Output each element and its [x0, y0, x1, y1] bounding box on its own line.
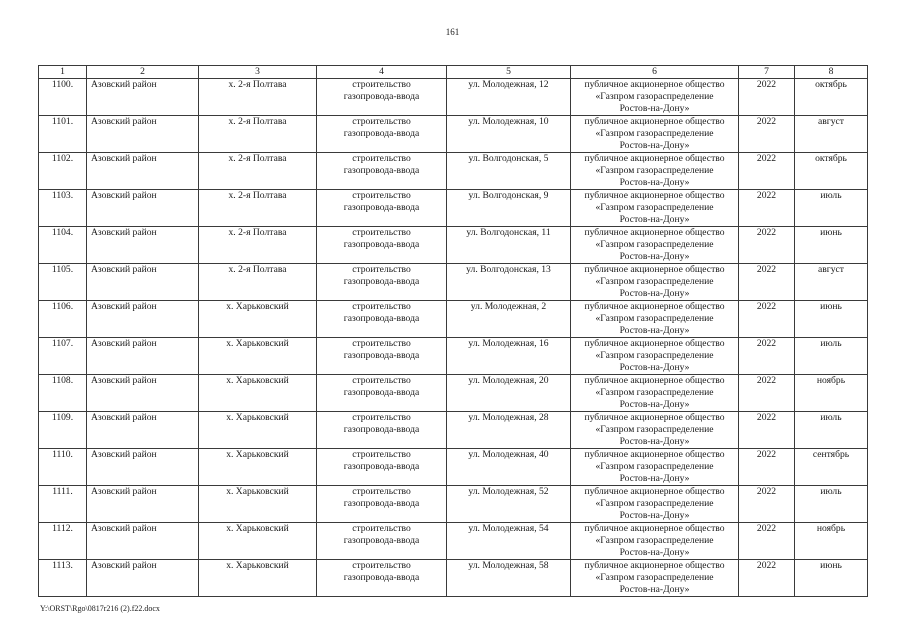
year-text: 2022 [756, 412, 777, 423]
year-cell [739, 227, 795, 264]
work-type-line: газопровода-ввода [343, 128, 420, 139]
district-cell [87, 79, 199, 116]
locality-text: х. 2-я Полтава [228, 116, 287, 127]
work-type-cell [317, 375, 447, 412]
month-text: август [818, 116, 844, 127]
organization-line: Ростов-на-Дону» [619, 436, 690, 447]
organization-line: «Газпром газораспределение [595, 276, 714, 287]
table-row [39, 190, 868, 227]
month-text: сентябрь [812, 449, 850, 460]
district-cell [87, 560, 199, 597]
row-number [39, 412, 87, 449]
organization-line: «Газпром газораспределение [595, 91, 714, 102]
organization-line: «Газпром газораспределение [595, 535, 714, 546]
row-number [39, 375, 87, 412]
month-text: июль [820, 412, 842, 423]
organization-line: Ростов-на-Дону» [619, 288, 690, 299]
locality-text: х. Харьковский [226, 449, 289, 460]
district-text: Азовский район [91, 301, 157, 312]
month-text: октябрь [815, 79, 847, 90]
locality-cell [199, 375, 317, 412]
work-type-line: строительство [352, 338, 411, 349]
locality-text: х. Харьковский [226, 486, 289, 497]
year-text: 2022 [756, 227, 777, 238]
organization-line: Ростов-на-Дону» [619, 510, 690, 521]
district-cell [87, 486, 199, 523]
row-number-text: 1107. [51, 338, 74, 349]
locality-text: х. Харьковский [226, 301, 289, 312]
address-text: ул. Молодежная, 54 [468, 523, 549, 534]
year-cell [739, 116, 795, 153]
organization-line: Ростов-на-Дону» [619, 251, 690, 262]
month-cell [795, 116, 868, 153]
month-text: июнь [820, 560, 842, 571]
table-row [39, 227, 868, 264]
column-header: 7 [739, 66, 795, 79]
file-path-footer: Y:\ORST\Rgo\0817r216 (2).f22.docx [40, 604, 160, 613]
organization-line: «Газпром газораспределение [595, 572, 714, 583]
work-type-line: строительство [352, 227, 411, 238]
organization-cell [571, 79, 739, 116]
month-cell [795, 523, 868, 560]
row-number [39, 560, 87, 597]
district-cell [87, 375, 199, 412]
column-header: 8 [795, 66, 868, 79]
organization-cell [571, 412, 739, 449]
month-cell [795, 190, 868, 227]
district-text: Азовский район [91, 116, 157, 127]
locality-cell [199, 412, 317, 449]
work-type-cell [317, 190, 447, 227]
month-text: июль [820, 338, 842, 349]
year-text: 2022 [756, 523, 777, 534]
organization-cell [571, 486, 739, 523]
year-text: 2022 [756, 375, 777, 386]
work-type-line: строительство [352, 412, 411, 423]
organization-line: публичное акционерное общество [584, 449, 725, 460]
month-cell [795, 486, 868, 523]
address-cell [447, 116, 571, 153]
district-text: Азовский район [91, 227, 157, 238]
district-text: Азовский район [91, 449, 157, 460]
row-number [39, 523, 87, 560]
locality-text: х. Харьковский [226, 338, 289, 349]
row-number [39, 79, 87, 116]
year-cell [739, 560, 795, 597]
district-cell [87, 338, 199, 375]
address-cell [447, 338, 571, 375]
organization-line: публичное акционерное общество [584, 412, 725, 423]
work-type-cell [317, 486, 447, 523]
organization-line: Ростов-на-Дону» [619, 177, 690, 188]
organization-line: «Газпром газораспределение [595, 313, 714, 324]
organization-line: «Газпром газораспределение [595, 202, 714, 213]
locality-cell [199, 190, 317, 227]
organization-line: «Газпром газораспределение [595, 387, 714, 398]
month-cell [795, 264, 868, 301]
locality-text: х. Харьковский [226, 375, 289, 386]
organization-line: «Газпром газораспределение [595, 165, 714, 176]
work-type-line: строительство [352, 449, 411, 460]
organization-line: Ростов-на-Дону» [619, 325, 690, 336]
year-cell [739, 79, 795, 116]
month-cell [795, 153, 868, 190]
table-row [39, 79, 868, 116]
locality-text: х. 2-я Полтава [228, 227, 287, 238]
row-number [39, 449, 87, 486]
month-text: июль [820, 190, 842, 201]
row-number-text: 1109. [51, 412, 74, 423]
district-text: Азовский район [91, 412, 157, 423]
work-type-line: строительство [352, 375, 411, 386]
row-number [39, 190, 87, 227]
table-row [39, 264, 868, 301]
address-cell [447, 449, 571, 486]
month-cell [795, 79, 868, 116]
work-type-line: газопровода-ввода [343, 387, 420, 398]
locality-cell [199, 116, 317, 153]
address-text: ул. Волгодонская, 5 [468, 153, 549, 164]
district-text: Азовский район [91, 153, 157, 164]
row-number-text: 1102. [51, 153, 74, 164]
year-text: 2022 [756, 116, 777, 127]
address-cell [447, 264, 571, 301]
district-text: Азовский район [91, 338, 157, 349]
address-cell [447, 190, 571, 227]
year-text: 2022 [756, 153, 777, 164]
address-text: ул. Молодежная, 20 [468, 375, 549, 386]
year-text: 2022 [756, 190, 777, 201]
row-number-text: 1100. [51, 79, 74, 90]
district-text: Азовский район [91, 79, 157, 90]
table-row [39, 338, 868, 375]
table-row [39, 375, 868, 412]
month-text: ноябрь [816, 523, 846, 534]
locality-cell [199, 301, 317, 338]
month-text: октябрь [815, 153, 847, 164]
work-type-cell [317, 227, 447, 264]
address-text: ул. Молодежная, 58 [468, 560, 549, 571]
page-number: 161 [445, 27, 460, 37]
address-text: ул. Молодежная, 2 [470, 301, 547, 312]
district-cell [87, 227, 199, 264]
column-header: 3 [199, 66, 317, 79]
district-text: Азовский район [91, 264, 157, 275]
work-type-line: газопровода-ввода [343, 535, 420, 546]
organization-line: «Газпром газораспределение [595, 239, 714, 250]
organization-line: Ростов-на-Дону» [619, 140, 690, 151]
year-text: 2022 [756, 264, 777, 275]
organization-cell [571, 153, 739, 190]
row-number [39, 301, 87, 338]
organization-line: публичное акционерное общество [584, 190, 725, 201]
header-row [39, 66, 868, 79]
organization-line: публичное акционерное общество [584, 116, 725, 127]
locality-text: х. Харьковский [226, 523, 289, 534]
work-type-line: газопровода-ввода [343, 276, 420, 287]
organization-line: публичное акционерное общество [584, 301, 725, 312]
organization-line: «Газпром газораспределение [595, 350, 714, 361]
year-cell [739, 264, 795, 301]
year-cell [739, 338, 795, 375]
work-type-cell [317, 79, 447, 116]
address-text: ул. Волгодонская, 11 [466, 227, 551, 238]
organization-line: Ростов-на-Дону» [619, 547, 690, 558]
work-type-line: строительство [352, 190, 411, 201]
organization-cell [571, 227, 739, 264]
organization-line: «Газпром газораспределение [595, 128, 714, 139]
district-cell [87, 116, 199, 153]
year-text: 2022 [756, 486, 777, 497]
year-text: 2022 [756, 449, 777, 460]
month-cell [795, 227, 868, 264]
organization-cell [571, 301, 739, 338]
work-type-line: строительство [352, 301, 411, 312]
work-type-line: строительство [352, 523, 411, 534]
address-text: ул. Молодежная, 28 [468, 412, 549, 423]
organization-line: публичное акционерное общество [584, 264, 725, 275]
locality-text: х. 2-я Полтава [228, 153, 287, 164]
organization-line: Ростов-на-Дону» [619, 103, 690, 114]
year-text: 2022 [756, 560, 777, 571]
address-text: ул. Молодежная, 12 [468, 79, 549, 90]
address-cell [447, 486, 571, 523]
work-type-cell [317, 338, 447, 375]
district-text: Азовский район [91, 560, 157, 571]
column-header: 5 [447, 66, 571, 79]
work-type-cell [317, 412, 447, 449]
organization-line: «Газпром газораспределение [595, 498, 714, 509]
organization-line: Ростов-на-Дону» [619, 473, 690, 484]
year-cell [739, 523, 795, 560]
district-text: Азовский район [91, 190, 157, 201]
organization-line: Ростов-на-Дону» [619, 584, 690, 595]
month-cell [795, 338, 868, 375]
work-type-line: газопровода-ввода [343, 165, 420, 176]
work-type-line: газопровода-ввода [343, 572, 420, 583]
locality-cell [199, 449, 317, 486]
organization-line: публичное акционерное общество [584, 375, 725, 386]
work-type-line: строительство [352, 153, 411, 164]
row-number-text: 1113. [52, 560, 73, 571]
row-number-text: 1101. [51, 116, 74, 127]
column-header: 4 [317, 66, 447, 79]
organization-line: Ростов-на-Дону» [619, 399, 690, 410]
organization-cell [571, 338, 739, 375]
row-number-text: 1106. [51, 301, 74, 312]
work-type-line: строительство [352, 264, 411, 275]
work-type-cell [317, 301, 447, 338]
work-type-line: строительство [352, 79, 411, 90]
month-cell [795, 560, 868, 597]
month-text: ноябрь [816, 375, 846, 386]
organization-line: публичное акционерное общество [584, 486, 725, 497]
organization-line: публичное акционерное общество [584, 79, 725, 90]
work-type-line: строительство [352, 560, 411, 571]
district-cell [87, 190, 199, 227]
year-cell [739, 153, 795, 190]
locality-text: х. 2-я Полтава [228, 264, 287, 275]
year-cell [739, 301, 795, 338]
month-cell [795, 449, 868, 486]
address-text: ул. Молодежная, 52 [468, 486, 549, 497]
row-number [39, 227, 87, 264]
organization-line: Ростов-на-Дону» [619, 214, 690, 225]
address-text: ул. Молодежная, 40 [468, 449, 549, 460]
row-number [39, 116, 87, 153]
month-cell [795, 301, 868, 338]
address-text: ул. Молодежная, 10 [468, 116, 549, 127]
month-text: август [818, 264, 844, 275]
table-row [39, 486, 868, 523]
organization-line: публичное акционерное общество [584, 523, 725, 534]
district-cell [87, 523, 199, 560]
district-cell [87, 153, 199, 190]
table-row [39, 116, 868, 153]
row-number-text: 1110. [52, 449, 73, 460]
work-type-cell [317, 560, 447, 597]
address-cell [447, 523, 571, 560]
column-header: 1 [39, 66, 87, 79]
address-text: ул. Волгодонская, 9 [468, 190, 549, 201]
locality-cell [199, 227, 317, 264]
year-text: 2022 [756, 338, 777, 349]
month-text: июнь [820, 227, 842, 238]
district-text: Азовский район [91, 486, 157, 497]
year-cell [739, 412, 795, 449]
locality-cell [199, 338, 317, 375]
organization-cell [571, 449, 739, 486]
work-type-line: газопровода-ввода [343, 461, 420, 472]
locality-cell [199, 79, 317, 116]
address-cell [447, 560, 571, 597]
address-cell [447, 79, 571, 116]
data-table [38, 65, 868, 597]
table-row [39, 153, 868, 190]
locality-text: х. Харьковский [226, 560, 289, 571]
organization-cell [571, 190, 739, 227]
row-number-text: 1108. [51, 375, 74, 386]
address-cell [447, 153, 571, 190]
year-cell [739, 449, 795, 486]
locality-cell [199, 264, 317, 301]
locality-text: х. 2-я Полтава [228, 79, 287, 90]
year-text: 2022 [756, 79, 777, 90]
organization-line: публичное акционерное общество [584, 153, 725, 164]
district-text: Азовский район [91, 375, 157, 386]
month-cell [795, 375, 868, 412]
locality-cell [199, 523, 317, 560]
organization-line: публичное акционерное общество [584, 227, 725, 238]
organization-cell [571, 264, 739, 301]
district-text: Азовский район [91, 523, 157, 534]
locality-cell [199, 486, 317, 523]
row-number [39, 264, 87, 301]
organization-line: «Газпром газораспределение [595, 461, 714, 472]
locality-cell [199, 560, 317, 597]
work-type-line: газопровода-ввода [343, 350, 420, 361]
work-type-line: газопровода-ввода [343, 239, 420, 250]
work-type-line: газопровода-ввода [343, 313, 420, 324]
work-type-cell [317, 449, 447, 486]
row-number-text: 1104. [51, 227, 74, 238]
organization-cell [571, 560, 739, 597]
column-header: 2 [87, 66, 199, 79]
table-row [39, 523, 868, 560]
work-type-line: газопровода-ввода [343, 91, 420, 102]
year-text: 2022 [756, 301, 777, 312]
row-number [39, 486, 87, 523]
address-cell [447, 375, 571, 412]
year-cell [739, 190, 795, 227]
address-cell [447, 227, 571, 264]
work-type-cell [317, 523, 447, 560]
work-type-cell [317, 153, 447, 190]
organization-line: «Газпром газораспределение [595, 424, 714, 435]
organization-line: публичное акционерное общество [584, 560, 725, 571]
locality-cell [199, 153, 317, 190]
row-number-text: 1112. [52, 523, 73, 534]
row-number-text: 1103. [51, 190, 74, 201]
table-row [39, 301, 868, 338]
year-cell [739, 375, 795, 412]
district-cell [87, 412, 199, 449]
address-text: ул. Молодежная, 16 [468, 338, 549, 349]
district-cell [87, 301, 199, 338]
organization-cell [571, 523, 739, 560]
organization-cell [571, 116, 739, 153]
work-type-line: строительство [352, 116, 411, 127]
month-text: июль [820, 486, 842, 497]
row-number-text: 1105. [51, 264, 74, 275]
address-text: ул. Волгодонская, 13 [466, 264, 551, 275]
row-number-text: 1111. [52, 486, 73, 497]
year-cell [739, 486, 795, 523]
organization-line: публичное акционерное общество [584, 338, 725, 349]
table-row [39, 412, 868, 449]
locality-text: х. Харьковский [226, 412, 289, 423]
work-type-line: газопровода-ввода [343, 424, 420, 435]
work-type-line: газопровода-ввода [343, 498, 420, 509]
organization-line: Ростов-на-Дону» [619, 362, 690, 373]
work-type-line: строительство [352, 486, 411, 497]
column-header: 6 [571, 66, 739, 79]
district-cell [87, 264, 199, 301]
row-number [39, 153, 87, 190]
work-type-cell [317, 116, 447, 153]
locality-text: х. 2-я Полтава [228, 190, 287, 201]
organization-cell [571, 375, 739, 412]
row-number [39, 338, 87, 375]
table-row [39, 449, 868, 486]
table-row [39, 560, 868, 597]
district-cell [87, 449, 199, 486]
month-cell [795, 412, 868, 449]
month-text: июнь [820, 301, 842, 312]
work-type-line: газопровода-ввода [343, 202, 420, 213]
address-cell [447, 301, 571, 338]
work-type-cell [317, 264, 447, 301]
address-cell [447, 412, 571, 449]
